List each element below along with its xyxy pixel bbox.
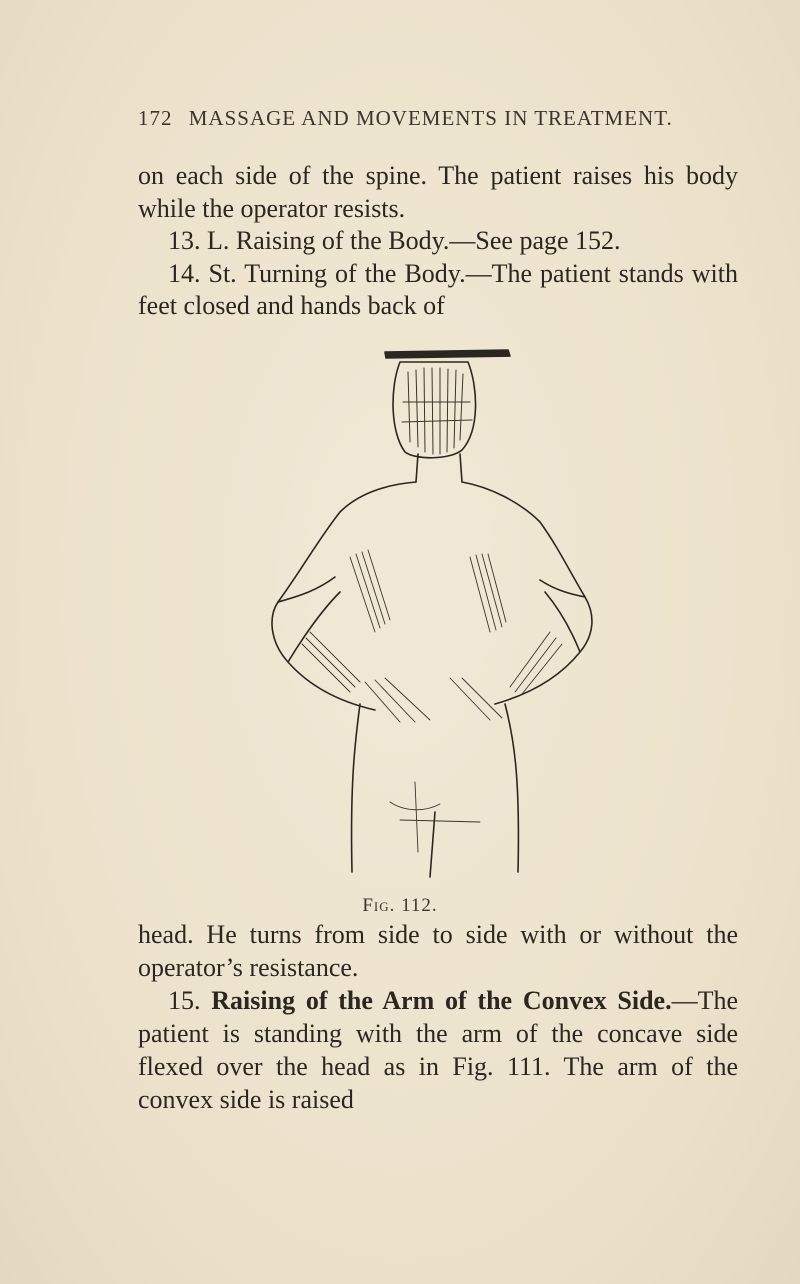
running-head bbox=[138, 106, 738, 131]
section-number: 13. bbox=[168, 226, 201, 255]
figure-caption-text: Fig. 112. bbox=[362, 895, 438, 916]
section-number: 15. bbox=[168, 986, 201, 1015]
figure-caption bbox=[0, 895, 800, 917]
running-title: MASSAGE AND MOVEMENTS IN TREATMENT. bbox=[188, 106, 673, 130]
section-heading: L. Raising of the Body. bbox=[207, 226, 450, 255]
figure-illustration bbox=[240, 342, 620, 882]
paragraph bbox=[138, 160, 738, 225]
paragraph-text: —The patient stands with feet closed and hands back of bbox=[138, 258, 739, 320]
right-arm bbox=[540, 580, 585, 652]
section-heading: Raising of the Arm of the Convex Side. bbox=[211, 986, 672, 1015]
paragraph-text: —See page 152. bbox=[449, 226, 621, 255]
text-block-bottom bbox=[138, 918, 738, 1116]
hips-outline bbox=[352, 704, 519, 872]
paragraph bbox=[138, 918, 738, 984]
hands-shape bbox=[385, 350, 510, 358]
section-heading: St. Turning of the Body. bbox=[208, 258, 466, 288]
paragraph bbox=[138, 984, 738, 1116]
page-number: 172 bbox=[138, 106, 173, 130]
paragraph-text: —The patient is standing with the arm of the concave side flexed over the head as in Fig. 111. The arm of the convex side is raised bbox=[138, 986, 739, 1114]
text-block-top bbox=[138, 160, 738, 323]
paragraph bbox=[138, 225, 738, 258]
paragraph-text: head. He turns from side to side with or without the operator’s resistance. bbox=[138, 920, 738, 982]
legs-outline bbox=[430, 812, 435, 877]
paragraph-text: on each side of the spine. The patient raises his body while the operator resists. bbox=[138, 161, 738, 223]
section-number: 14. bbox=[168, 258, 201, 288]
paragraph bbox=[138, 258, 738, 323]
